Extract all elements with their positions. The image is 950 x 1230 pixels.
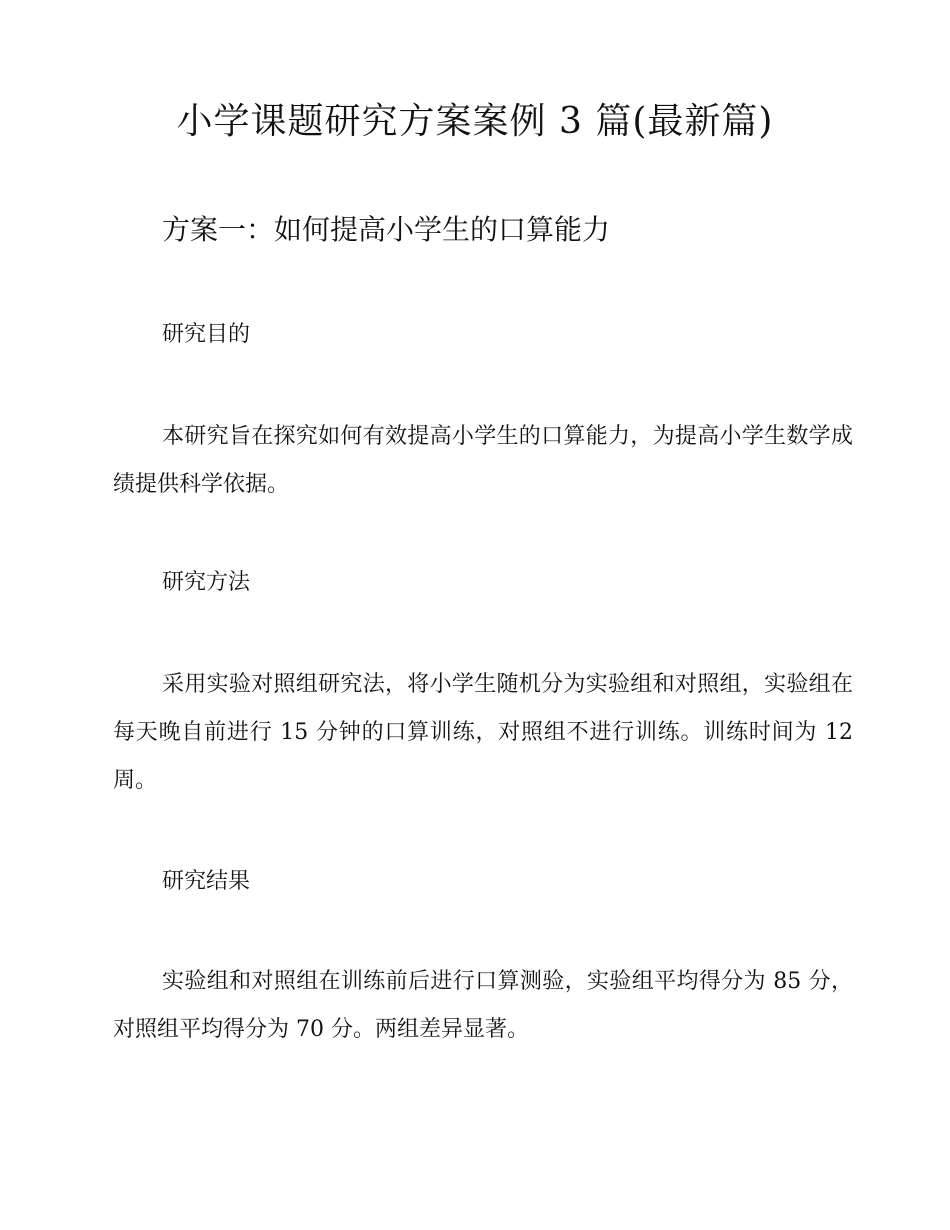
research-purpose-paragraph: 本研究旨在探究如何有效提高小学生的口算能力，为提高小学生数学成绩提供科学依据。	[113, 424, 853, 497]
research-method-paragraph: 采用实验对照组研究法，将小学生随机分为实验组和对照组，实验组在每天晚自前进行 15 分钟的口算训练，对照组不进行训练。训练时间为 12 周。	[113, 672, 853, 793]
document-title: 小学课题研究方案案例 3 篇(最新篇)	[176, 101, 774, 142]
plan-one-heading: 方案一：如何提高小学生的口算能力	[162, 213, 611, 246]
research-purpose-heading: 研究目的	[162, 322, 251, 347]
research-result-paragraph: 实验组和对照组在训练前后进行口算测验，实验组平均得分为 85 分，对照组平均得分为 70 分。两组差异显著。	[113, 969, 853, 1042]
research-method-heading: 研究方法	[162, 570, 251, 595]
research-result-heading: 研究结果	[162, 869, 251, 894]
